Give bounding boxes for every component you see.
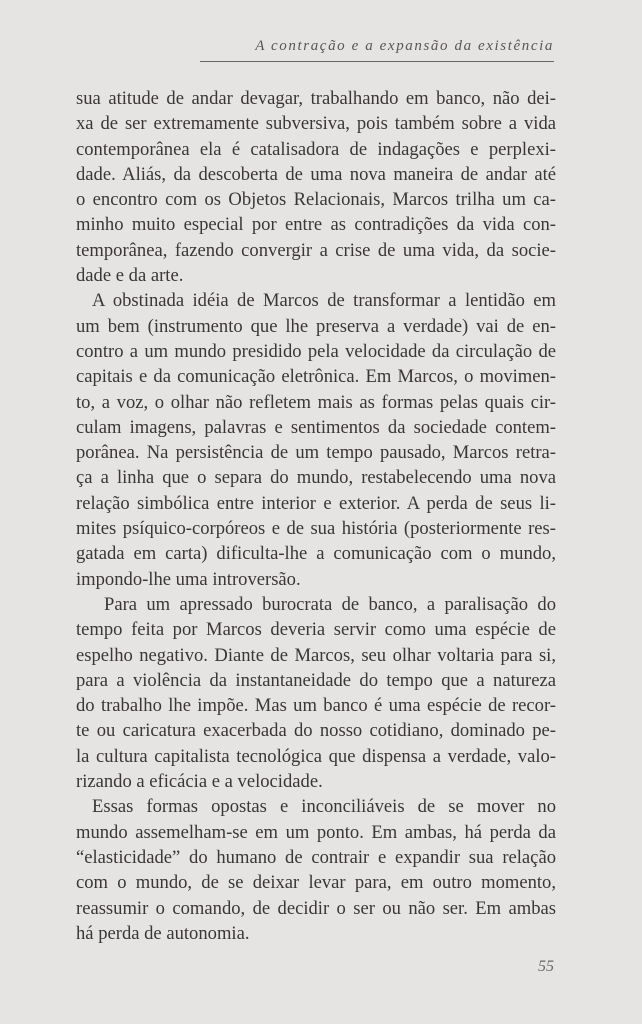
text-line: um bem (instrumento que lhe preserva a verdade) vai de en- [76,315,556,337]
text-line: relação simbólica entre interior e exterior. A perda de seus li- [76,492,556,514]
text-line: do trabalho lhe impõe. Mas um banco é uma espécie de recor- [76,695,556,717]
text-line: temporânea, fazendo convergir a crise de uma vida, da socie- [76,239,556,261]
text-line: culam imagens, palavras e sentimentos da sociedade contem- [76,416,556,438]
text-line: dade e da arte. [76,265,184,287]
text-line: contro a um mundo presidido pela velocidade da circulação de [76,340,556,362]
text-line: há perda de autonomia. [76,922,250,944]
text-line: porânea. Na persistência de um tempo pausado, Marcos retra- [76,442,556,464]
running-header-title: A contração e a expansão da existência [255,38,554,54]
text-line: sua atitude de andar devagar, trabalhando em banco, não dei- [76,88,556,109]
paragraph [76,592,556,794]
text-line: mundo assemelham-se em um ponto. Em ambas, há perda da [76,821,556,843]
text-line: dade. Aliás, da descoberta de uma nova maneira de andar até [76,163,556,185]
text-line: Para um apressado burocrata de banco, a paralisação do [104,593,556,615]
paragraph [76,794,556,946]
text-line: mites psíquico-corpóreos e de sua história (posteriormente res- [76,518,556,540]
text-line: te ou caricatura exacerbada do nosso cotidiano, dominado pe- [76,720,556,742]
text-line: to, a voz, o olhar não refletem mais as formas pelas quais cir- [76,391,556,413]
text-line: tempo feita por Marcos deveria servir como uma espécie de [76,619,556,641]
text-line: contemporânea ela é catalisadora de indagações e perplexi- [76,138,556,160]
body-text [76,86,556,946]
paragraph [76,288,556,592]
page-number: 55 [538,958,554,975]
text-line: Essas formas opostas e inconciliáveis de se mover no [92,796,556,818]
text-line: com o mundo, de se deixar levar para, em outro momento, [76,872,556,894]
text-line: A obstinada idéia de Marcos de transformar a lentidão em [92,290,556,312]
text-line: gatada em carta) dificulta-lhe a comunicação com o mundo, [76,543,556,565]
text-line: reassumir o comando, de decidir o ser ou não ser. Em ambas [76,897,556,919]
text-line: capitais e da comunicação eletrônica. Em Marcos, o movimen- [76,366,556,388]
text-line: impondo-lhe uma introversão. [76,568,301,590]
running-header [200,38,554,62]
text-line: para a violência da instantaneidade do tempo que a natureza [76,669,556,691]
text-line: ça a linha que o separa do mundo, restabelecendo uma nova [76,467,556,489]
text-line: espelho negativo. Diante de Marcos, seu olhar voltaria para si, [76,644,556,666]
text-line: xa de ser extremamente subversiva, pois também sobre a vida [76,113,556,135]
paragraph [76,86,556,288]
text-line: o encontro com os Objetos Relacionais, Marcos trilha um ca- [76,189,556,211]
text-line: “elasticidade” do humano de contrair e expandir sua relação [76,846,556,868]
text-line: rizando a eficácia e a velocidade. [76,771,323,793]
text-line: la cultura capitalista tecnológica que dispensa a verdade, valo- [76,745,556,767]
text-line: minho muito especial por entre as contradições da vida con- [76,214,556,236]
